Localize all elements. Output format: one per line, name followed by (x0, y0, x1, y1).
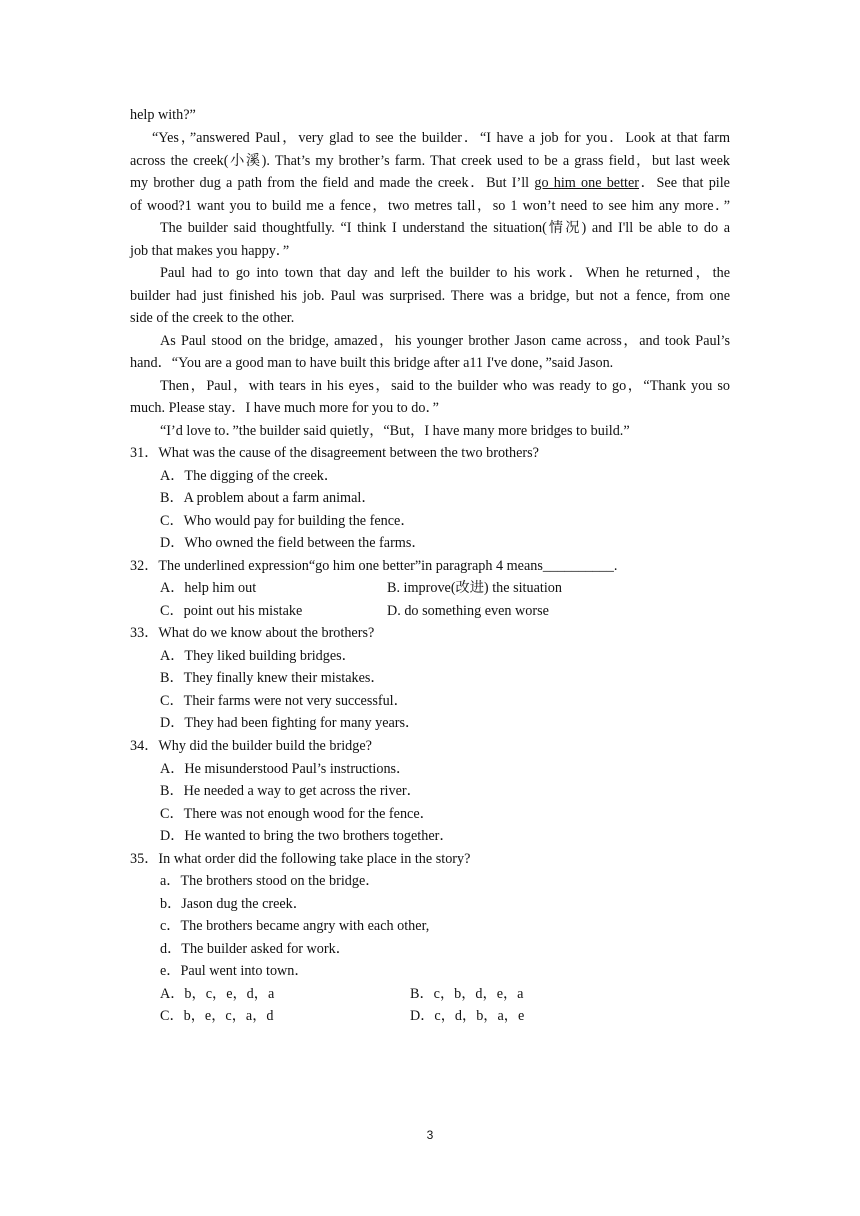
answer-option: B．A problem about a farm animal． (160, 490, 376, 506)
event-item: b．Jason dug the creek． (160, 896, 307, 912)
question-stem: 35．In what order did the following take place in the story? (130, 851, 471, 867)
passage-line: As Paul stood on the bridge, amazed，his younger brother Jason came across，and took Paul’s (160, 333, 730, 349)
passage-line: “Yes，”answered Paul，very glad to see the builder．“I have a job for you．Look at that farm (152, 130, 730, 146)
answer-option: A．help him out (160, 580, 257, 596)
answer-option: A．They liked building bridges． (160, 648, 356, 664)
passage-line: hand．“You are a good man to have built this bridge after a11 I've done，”said Jason. (130, 355, 614, 371)
answer-option: C．There was not enough wood for the fence． (160, 806, 434, 822)
event-item: a．The brothers stood on the bridge． (160, 873, 380, 889)
passage-line: across the creek(小溪). That’s my brother’s farm. That creek used to be a grass field，but last week (130, 153, 730, 169)
answer-option: B．He needed a way to get across the river． (160, 783, 421, 799)
answer-option: A．The digging of the creek． (160, 468, 339, 484)
passage-text: ．See that pile (639, 175, 730, 191)
passage-line: builder had just finished his job. Paul was surprised. There was a bridge, but not a fence, from one (130, 288, 730, 304)
passage-line: Then，Paul，with tears in his eyes，said to the builder who was ready to go，“Thank you so (160, 378, 730, 394)
answer-option: A．b，c，e，d，a (160, 986, 275, 1002)
answer-option: C．Their farms were not very successful． (160, 693, 408, 709)
event-item: c．The brothers became angry with each other, (160, 918, 430, 934)
passage-line: much. Please stay．I have much more for you to do．” (130, 400, 439, 416)
passage-line: of wood?1 want you to build me a fence，two metres tall，so 1 won’t need to see him any more．” (130, 198, 730, 214)
answer-option: C．Who would pay for building the fence． (160, 513, 415, 529)
passage-line: The builder said thoughtfully. “I think I understand the situation(情况) and I'll be able to do a (160, 220, 730, 236)
passage-line (130, 173, 730, 193)
answer-option: D. do something even worse (387, 603, 549, 619)
page-number: 3 (426, 1128, 434, 1142)
passage-line: help with?” (130, 107, 196, 123)
answer-option: A．He misunderstood Paul’s instructions． (160, 761, 411, 777)
answer-option: D．c，d，b，a，e (410, 1008, 525, 1024)
answer-option: D．He wanted to bring the two brothers together． (160, 828, 454, 844)
passage-line: “I’d love to．”the builder said quietly，“But，I have many more bridges to build.” (160, 423, 630, 439)
passage-line: Paul had to go into town that day and left the builder to his work．When he returned，the (160, 265, 730, 281)
answer-option: C．b，e，c，a，d (160, 1008, 274, 1024)
answer-option: B. improve(改进) the situation (387, 580, 562, 596)
question-stem: 34．Why did the builder build the bridge? (130, 738, 372, 754)
question-stem: 33．What do we know about the brothers? (130, 625, 375, 641)
answer-option: B．c，b，d，e，a (410, 986, 524, 1002)
passage-text: my brother dug a path from the field and made the creek．But I’ll (130, 175, 535, 191)
underlined-expression: go him one better (534, 175, 640, 191)
passage-line: side of the creek to the other. (130, 310, 295, 326)
answer-option: D．Who owned the field between the farms． (160, 535, 426, 551)
event-item: d．The builder asked for work． (160, 941, 350, 957)
question-stem: 31．What was the cause of the disagreement between the two brothers? (130, 445, 539, 461)
passage-line: job that makes you happy．” (130, 243, 290, 259)
answer-option: C．point out his mistake (160, 603, 303, 619)
answer-option: D．They had been fighting for many years． (160, 715, 420, 731)
question-stem: 32．The underlined expression“go him one better”in paragraph 4 means__________. (130, 558, 618, 574)
event-item: e．Paul went into town． (160, 963, 309, 979)
answer-option: B．They finally knew their mistakes． (160, 670, 385, 686)
